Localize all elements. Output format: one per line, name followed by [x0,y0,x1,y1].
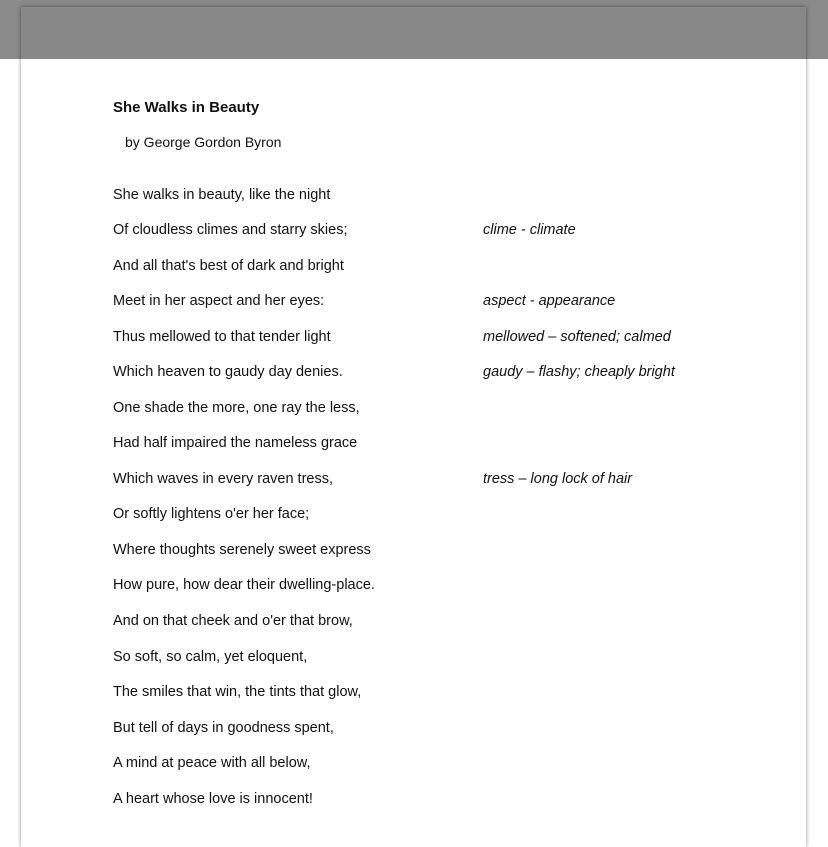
poem-line-11: Where thoughts serenely sweet express [113,542,371,558]
poem-line-13: And on that cheek and o'er that brow, [113,613,353,629]
gloss-mellowed: mellowed – softened; calmed [483,329,671,345]
page-top-shade [21,7,806,59]
poem-line-14: So soft, so calm, yet eloquent, [113,649,308,665]
poem-title: She Walks in Beauty [113,99,260,116]
poem-line-1: She walks in beauty, like the night [113,187,331,203]
poem-line-5: Thus mellowed to that tender light [113,329,331,345]
gloss-tress: tress – long lock of hair [483,471,633,487]
poem-line-7: One shade the more, one ray the less, [113,400,360,416]
poem-line-2: Of cloudless climes and starry skies; [113,222,348,238]
poem-line-12: How pure, how dear their dwelling-place. [113,577,375,593]
poem-line-9: Which waves in every raven tress, [113,471,333,487]
poem-line-16: But tell of days in goodness spent, [113,720,334,736]
document-page [21,7,806,847]
gloss-aspect: aspect - appearance [483,293,616,309]
gloss-gaudy: gaudy – flashy; cheaply bright [483,364,675,380]
gloss-clime: clime - climate [483,222,576,238]
poem-line-15: The smiles that win, the tints that glow, [113,684,362,700]
poem-line-8: Had half impaired the nameless grace [113,435,358,451]
poem-line-17: A mind at peace with all below, [113,755,311,771]
poem-line-4: Meet in her aspect and her eyes: [113,293,325,309]
poem-byline: by George Gordon Byron [125,134,282,150]
poem-line-10: Or softly lightens o'er her face; [113,506,310,522]
poem-line-3: And all that's best of dark and bright [113,258,344,274]
poem-line-18: A heart whose love is innocent! [113,791,313,807]
poem-line-6: Which heaven to gaudy day denies. [113,364,343,380]
